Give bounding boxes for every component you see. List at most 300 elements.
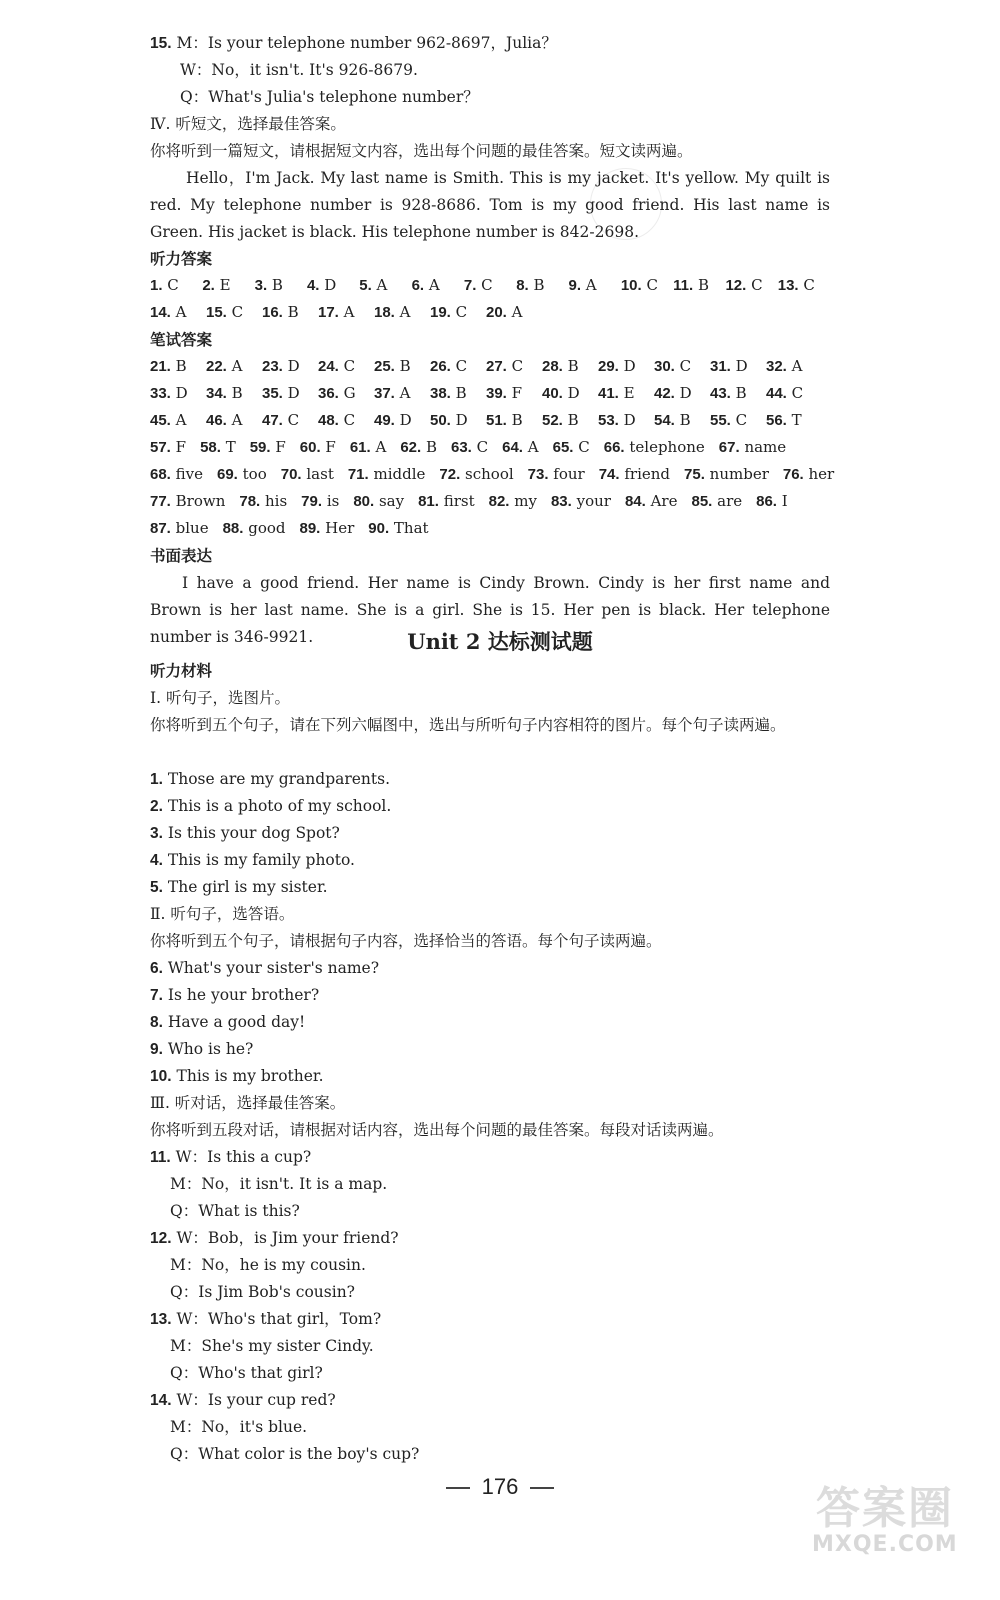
dialog-m-line: M：No，he is my cousin.	[170, 1256, 366, 1274]
written-answers-grid	[150, 353, 835, 542]
listening-answers-heading: 听力答案	[150, 250, 213, 268]
answer-item	[464, 272, 516, 299]
answer-item	[307, 272, 359, 299]
answer-value: B	[425, 438, 437, 456]
item-text: What's your sister's name?	[167, 959, 380, 977]
answer-value: C	[343, 411, 356, 429]
answer-item	[430, 299, 486, 326]
footer-dash-left	[446, 1487, 470, 1489]
answer-item	[202, 272, 254, 299]
answer-value: E	[219, 276, 231, 294]
sentence-item	[150, 1036, 253, 1063]
answer-number: 37.	[374, 385, 395, 402]
answer-item	[262, 380, 318, 407]
answer-row	[150, 353, 830, 380]
answer-item	[625, 488, 678, 515]
answer-item	[150, 407, 206, 434]
answer-item	[239, 488, 287, 515]
answer-number: 40.	[542, 385, 563, 402]
answer-number: 57.	[150, 439, 171, 456]
answer-item	[150, 272, 202, 299]
sentence-item	[150, 793, 391, 820]
answer-item	[783, 461, 834, 488]
sentence-item	[150, 820, 340, 847]
answer-row	[150, 515, 830, 542]
answer-number: 82.	[488, 493, 510, 510]
answer-number: 36.	[318, 385, 339, 402]
answer-item	[553, 434, 590, 461]
dialog-w-text: W：Bob，is Jim your friend?	[176, 1229, 399, 1247]
answer-value: B	[735, 384, 747, 402]
item-text: Have a good day!	[167, 1013, 306, 1031]
answer-item	[684, 461, 769, 488]
answer-number: 75.	[684, 466, 705, 483]
dialog-w-text: W：Is this a cup?	[175, 1148, 312, 1166]
answer-value: D	[567, 384, 580, 402]
answer-value: his	[265, 492, 288, 510]
answer-item	[255, 272, 307, 299]
answer-value: my	[514, 492, 537, 510]
answer-item	[206, 299, 262, 326]
answer-number: 55.	[710, 412, 731, 429]
answer-value: C	[679, 357, 692, 375]
answer-item	[374, 353, 430, 380]
answer-number: 8.	[516, 277, 529, 294]
answer-number: 67.	[718, 439, 740, 456]
dialog-q-line: Q：What is this?	[170, 1202, 300, 1220]
answer-value: D	[287, 384, 300, 402]
answer-number: 19.	[430, 304, 451, 321]
answer-value: C	[481, 276, 493, 294]
q15-m-line: 15. M：Is your telephone number 962-8697，Julia？	[150, 34, 557, 52]
sentence-item	[150, 766, 390, 793]
answer-value: F	[175, 438, 187, 456]
answer-item	[486, 407, 542, 434]
answer-number: 24.	[318, 358, 339, 375]
answer-item	[766, 407, 822, 434]
answer-number: 5.	[359, 277, 372, 294]
answer-row	[150, 272, 830, 299]
sentence-item	[150, 847, 355, 874]
answer-value: C	[343, 357, 356, 375]
answer-number: 80.	[353, 493, 375, 510]
footer-dash-right	[530, 1487, 554, 1489]
answer-number: 39.	[486, 385, 507, 402]
answer-item	[150, 353, 206, 380]
answer-value: A	[175, 411, 187, 429]
answer-value: number	[709, 465, 769, 483]
answer-value: D	[324, 276, 337, 294]
answer-number: 70.	[280, 466, 302, 483]
answer-value: friend	[624, 465, 671, 483]
answer-number: 69.	[217, 466, 238, 483]
answer-item	[430, 380, 486, 407]
answer-number: 7.	[463, 277, 477, 294]
answer-number: 42.	[654, 385, 675, 402]
answer-number: 20.	[486, 304, 507, 321]
answer-item	[598, 380, 654, 407]
answer-value: B	[231, 384, 243, 402]
answer-row	[150, 380, 830, 407]
answer-item	[318, 407, 374, 434]
answer-item	[400, 434, 437, 461]
answer-item	[350, 434, 386, 461]
answer-item	[516, 272, 568, 299]
answer-value: C	[167, 276, 179, 294]
sentence-item	[150, 955, 379, 982]
answer-value: C	[735, 411, 748, 429]
answer-value: A	[428, 276, 440, 294]
answer-item	[604, 434, 705, 461]
answer-value: A	[399, 384, 411, 402]
section-1-instructions: 你将听到五个句子，请在下列六幅图中，选出与所听句子内容相符的图片。每个句子读两遍。	[150, 716, 786, 734]
answer-number: 68.	[150, 466, 171, 483]
answer-number: 12.	[725, 277, 747, 294]
item-text: The girl is my sister.	[167, 878, 328, 896]
item-text: This is my family photo.	[167, 851, 355, 869]
answer-item	[654, 353, 710, 380]
q15-q-line: Q：What's Julia's telephone number？	[180, 88, 479, 106]
answer-number: 60.	[299, 439, 321, 456]
answer-value: B	[697, 276, 709, 294]
listening-material-heading: 听力材料	[150, 662, 213, 680]
answer-number: 65.	[552, 439, 574, 456]
answer-item	[725, 272, 777, 299]
answer-item	[502, 434, 538, 461]
answer-value: her	[808, 465, 835, 483]
answer-item	[451, 434, 488, 461]
section-1-heading: Ⅰ. 听句子，选图片。	[150, 689, 290, 707]
answer-number: 43.	[710, 385, 731, 402]
answer-value: is	[326, 492, 340, 510]
answer-item	[150, 434, 186, 461]
answer-value: five	[175, 465, 203, 483]
dialog-w-line	[150, 1144, 311, 1171]
answer-value: telephone	[629, 438, 705, 456]
answer-item	[150, 299, 206, 326]
answer-item	[374, 299, 430, 326]
answer-item	[300, 434, 336, 461]
answer-item	[217, 461, 267, 488]
answer-row	[150, 299, 830, 326]
answer-number: 52.	[542, 412, 563, 429]
item-number: 9.	[150, 1041, 163, 1058]
answer-item	[250, 434, 286, 461]
answer-value: F	[325, 438, 336, 456]
answer-value: I	[781, 492, 788, 510]
answer-value: G	[343, 384, 356, 402]
answer-number: 77.	[150, 493, 171, 510]
answer-value: C	[803, 276, 815, 294]
answer-value: A	[231, 411, 243, 429]
answer-value: D	[679, 384, 692, 402]
answer-value: B	[175, 357, 187, 375]
answer-value: C	[455, 303, 468, 321]
sentence-item	[150, 1063, 324, 1090]
answer-number: 58.	[200, 439, 221, 456]
answer-item	[551, 488, 611, 515]
answer-value: B	[271, 276, 283, 294]
answer-row	[150, 488, 830, 515]
answer-value: A	[175, 303, 187, 321]
item-text: This is my brother.	[176, 1067, 324, 1085]
answer-item	[418, 488, 475, 515]
answer-number: 31.	[710, 358, 731, 375]
answer-number: 88.	[222, 520, 244, 537]
answer-value: A	[527, 438, 539, 456]
section-3-heading: Ⅲ. 听对话，选择最佳答案。	[150, 1094, 346, 1112]
answer-value: A	[231, 357, 243, 375]
answer-number: 66.	[603, 439, 625, 456]
answer-number: 22.	[206, 358, 227, 375]
answer-item	[359, 272, 411, 299]
answer-value: Her	[325, 519, 355, 537]
answer-item	[348, 461, 426, 488]
answer-number: 61.	[349, 439, 371, 456]
answer-value: good	[248, 519, 286, 537]
answer-number: 72.	[439, 466, 461, 483]
answer-value: B	[511, 411, 523, 429]
watermark-text-cn: 答案圈	[816, 1483, 954, 1534]
answer-value: D	[455, 411, 468, 429]
answer-item	[486, 353, 542, 380]
answer-number: 32.	[766, 358, 787, 375]
answer-number: 49.	[374, 412, 395, 429]
answer-value: C	[646, 276, 658, 294]
answer-item	[710, 353, 766, 380]
answer-item	[710, 407, 766, 434]
sentence-item	[150, 1009, 305, 1036]
answer-item	[542, 407, 598, 434]
answer-item	[353, 488, 404, 515]
answer-item	[299, 515, 354, 542]
item-number: 10.	[150, 1068, 172, 1085]
answer-value: C	[476, 438, 489, 456]
answer-item	[598, 407, 654, 434]
answer-number: 14.	[150, 304, 171, 321]
answer-number: 89.	[299, 520, 321, 537]
answer-value: C	[231, 303, 244, 321]
listening-passage: Hello，I'm Jack. My last name is Smith. This is my jacket. It's yellow. My quilt is red. My telephone number is 928-8686. Tom is my good friend. His last name is Green. His jacket is black. His telephone number is 842-2698.	[150, 169, 830, 241]
answer-number: 62.	[400, 439, 422, 456]
answer-item	[150, 380, 206, 407]
answer-number: 85.	[691, 493, 713, 510]
answer-value: B	[679, 411, 691, 429]
dialog-w-line	[150, 1387, 336, 1414]
answer-value: C	[287, 411, 300, 429]
item-number: 3.	[150, 825, 163, 842]
written-answers-heading: 笔试答案	[150, 331, 213, 349]
dialog-number: 12.	[150, 1230, 172, 1247]
answer-item	[206, 380, 262, 407]
answer-value: D	[399, 411, 412, 429]
answer-value: first	[443, 492, 475, 510]
answer-item	[710, 380, 766, 407]
answer-number: 79.	[301, 493, 323, 510]
item-number: 2.	[150, 798, 163, 815]
answer-item	[766, 353, 822, 380]
answer-number: 4.	[306, 277, 320, 294]
answer-value: A	[791, 357, 803, 375]
dialog-w-text: W：Who's that girl，Tom?	[176, 1310, 382, 1328]
answer-item	[223, 515, 286, 542]
answer-number: 54.	[654, 412, 675, 429]
answer-number: 2.	[202, 277, 215, 294]
answer-item	[673, 272, 725, 299]
answer-value: A	[376, 276, 388, 294]
section-4-heading: Ⅳ. 听短文，选择最佳答案。	[150, 115, 346, 133]
answer-value: A	[343, 303, 355, 321]
answer-item	[439, 461, 513, 488]
answer-item	[542, 380, 598, 407]
dialog-number: 14.	[150, 1392, 172, 1409]
answer-number: 50.	[430, 412, 451, 429]
answer-number: 18.	[374, 304, 395, 321]
answer-number: 63.	[451, 439, 472, 456]
answer-item	[318, 380, 374, 407]
page-number: 176	[481, 1474, 519, 1499]
answer-value: B	[399, 357, 411, 375]
answer-value: C	[511, 357, 524, 375]
answer-item	[206, 407, 262, 434]
answer-value: too	[242, 465, 267, 483]
answer-value: C	[455, 357, 468, 375]
answer-item	[599, 461, 670, 488]
answer-value: say	[378, 492, 405, 510]
answer-value: blue	[175, 519, 209, 537]
unit-2-title: Unit 2 达标测试题	[407, 629, 593, 654]
answer-number: 41.	[598, 385, 619, 402]
answer-number: 27.	[486, 358, 507, 375]
answer-item	[262, 353, 318, 380]
answer-number: 15.	[206, 304, 227, 321]
answer-value: F	[275, 438, 286, 456]
dialog-m-line: M：No，it isn't. It is a map.	[170, 1175, 388, 1193]
section-3-instructions: 你将听到五段对话，请根据对话内容，选出每个问题的最佳答案。每段对话读两遍。	[150, 1121, 724, 1139]
answer-item	[150, 515, 209, 542]
answer-number: 71.	[347, 466, 369, 483]
answer-value: E	[623, 384, 635, 402]
answer-number: 6.	[411, 277, 425, 294]
answer-number: 44.	[766, 385, 787, 402]
answer-number: 13.	[777, 277, 799, 294]
answer-number: 81.	[418, 493, 439, 510]
answer-item	[318, 299, 374, 326]
answer-number: 87.	[150, 520, 171, 537]
dialog-m-line: M：She's my sister Cindy.	[170, 1337, 374, 1355]
item-number: 1.	[150, 771, 163, 788]
answer-number: 73.	[527, 466, 549, 483]
answer-item	[281, 461, 334, 488]
answer-value: D	[623, 411, 636, 429]
answer-number: 90.	[368, 520, 390, 537]
answer-number: 59.	[249, 439, 271, 456]
answer-number: 11.	[673, 277, 694, 294]
answer-number: 9.	[568, 277, 582, 294]
answer-number: 53.	[598, 412, 619, 429]
item-text: Who is he?	[167, 1040, 254, 1058]
item-text: Is this your dog Spot?	[167, 824, 340, 842]
answer-value: B	[455, 384, 467, 402]
answer-number: 33.	[150, 385, 171, 402]
answer-number: 48.	[318, 412, 339, 429]
answer-item	[150, 488, 225, 515]
answer-number: 21.	[150, 358, 171, 375]
answer-number: 51.	[486, 412, 507, 429]
answer-number: 29.	[598, 358, 619, 375]
answer-item	[486, 299, 542, 326]
writing-answer-text: I have a good friend. Her name is Cindy Brown. Cindy is her first name and Brown is her last name. She is a girl. She is 15. Her pen is black. Her telephone number is 346-9921.	[150, 574, 830, 646]
answer-item	[368, 515, 428, 542]
answer-item	[486, 380, 542, 407]
answer-item	[318, 353, 374, 380]
dialog-w-line	[150, 1306, 381, 1333]
answer-item	[430, 353, 486, 380]
dialog-w-text: W：Is your cup red?	[176, 1391, 336, 1409]
answer-row	[150, 434, 830, 461]
item-number: 5.	[150, 879, 163, 896]
answer-value: B	[567, 411, 579, 429]
answer-number: 3.	[254, 277, 268, 294]
item-number: 4.	[150, 852, 163, 869]
answer-number: 64.	[502, 439, 523, 456]
answer-value: T	[225, 438, 236, 456]
answer-number: 78.	[239, 493, 261, 510]
answer-item	[654, 380, 710, 407]
section-2-instructions: 你将听到五个句子，请根据句子内容，选择恰当的答语。每个句子读两遍。	[150, 932, 662, 950]
answer-number: 47.	[262, 412, 283, 429]
answer-number: 10.	[620, 277, 642, 294]
answer-number: 23.	[262, 358, 283, 375]
answer-value: A	[399, 303, 411, 321]
answer-number: 86.	[756, 493, 777, 510]
answer-value: That	[393, 519, 429, 537]
answer-value: Brown	[175, 492, 226, 510]
dialog-number: 11.	[150, 1149, 171, 1166]
dialog-number: 13.	[150, 1311, 172, 1328]
answer-value: B	[567, 357, 579, 375]
answer-item	[374, 380, 430, 407]
answer-value: Are	[650, 492, 678, 510]
item-number: 7.	[150, 987, 163, 1004]
answer-item	[766, 380, 822, 407]
answer-item	[262, 299, 318, 326]
answer-value: F	[511, 384, 523, 402]
answer-item	[569, 272, 621, 299]
answer-item	[528, 461, 585, 488]
answer-item	[301, 488, 339, 515]
answer-item	[150, 461, 203, 488]
answer-row	[150, 461, 835, 488]
sentence-item	[150, 874, 328, 901]
answer-value: A	[375, 438, 387, 456]
answer-number: 83.	[550, 493, 572, 510]
answer-number: 35.	[262, 385, 283, 402]
dialog-w-line	[150, 1225, 399, 1252]
dialog-m-line: M：No，it's blue.	[170, 1418, 308, 1436]
answer-value: school	[465, 465, 514, 483]
answer-value: T	[791, 411, 802, 429]
answer-item	[654, 407, 710, 434]
answer-item	[598, 353, 654, 380]
answer-number: 46.	[206, 412, 227, 429]
answer-item	[542, 353, 598, 380]
answer-number: 25.	[374, 358, 395, 375]
item-number: 8.	[150, 1014, 163, 1031]
answer-value: middle	[373, 465, 426, 483]
answer-number: 74.	[598, 466, 620, 483]
answer-value: B	[287, 303, 299, 321]
